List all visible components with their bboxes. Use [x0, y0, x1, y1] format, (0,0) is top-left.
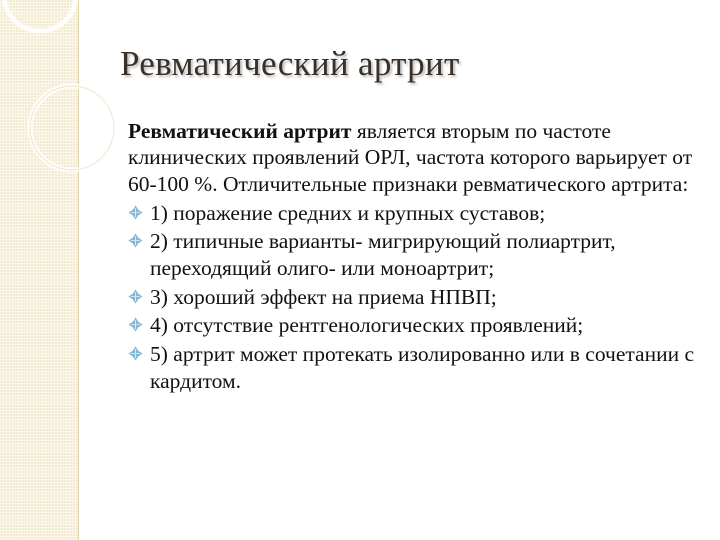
list-item-text: 3) хороший эффект на приема НПВП;: [150, 284, 497, 309]
list-item-text: 5) артрит может протекать изолированно или в сочетании с кардитом.: [150, 342, 695, 393]
list-item-text: 1) поражение средних и крупных суставов;: [150, 200, 546, 225]
list-item: [128, 228, 698, 281]
intro-term: Ревматический артрит: [128, 119, 352, 143]
list-item: [128, 312, 698, 338]
features-list: [128, 200, 698, 394]
intro-text: является вторым по частоте клинических проявлений ОРЛ, частота которого варьирует от 60-100 %. Отличительные признаки ревматического артрита:: [128, 119, 693, 196]
leaf-bullet-icon: [128, 205, 143, 220]
list-item: [128, 341, 698, 394]
slide-body: [128, 118, 698, 394]
slide-title: Ревматический артрит: [120, 44, 460, 83]
list-item: [128, 200, 698, 226]
leaf-bullet-icon: [128, 233, 143, 248]
list-item: [128, 284, 698, 310]
intro-paragraph: [128, 118, 698, 197]
leaf-bullet-icon: [128, 317, 143, 332]
list-item-text: 2) типичные варианты- мигрирующий полиартрит, переходящий олиго- или моноартрит;: [150, 229, 616, 280]
decorative-circles: [0, 0, 140, 170]
leaf-bullet-icon: [128, 289, 143, 304]
leaf-bullet-icon: [128, 346, 143, 361]
list-item-text: 4) отсутствие рентгенологических проявлений;: [150, 313, 584, 338]
